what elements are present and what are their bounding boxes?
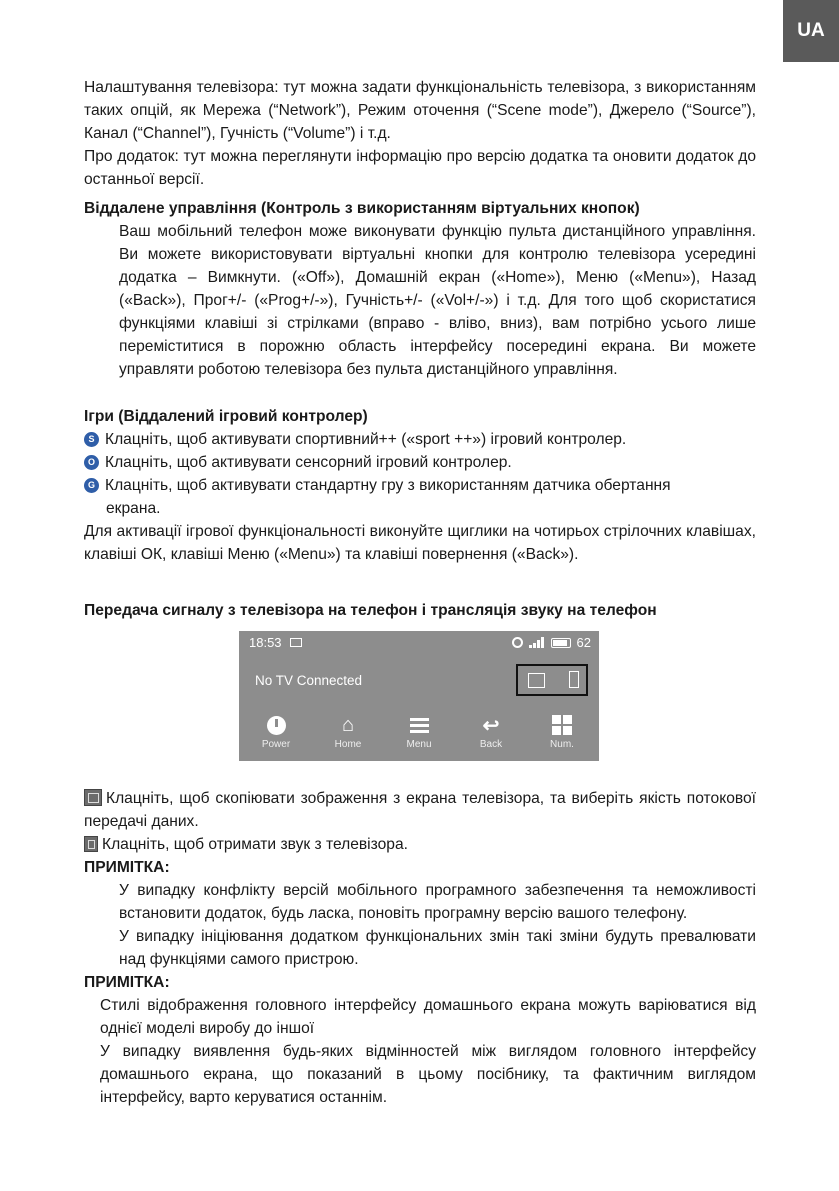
power-icon: [267, 716, 286, 735]
nav-num-button[interactable]: Num.: [532, 711, 592, 751]
sport-controller-icon: S: [84, 432, 99, 447]
mirror-screen-button[interactable]: [528, 673, 545, 688]
games-bullet-sport: S Клацніть, щоб активувати спортивний++ («sport ++») ігровий контролер.: [84, 428, 756, 451]
about-app-paragraph: Про додаток: тут можна переглянути інформацію про версію додатка та оновити додаток до останньої версії.: [84, 148, 756, 188]
back-icon: ↩: [482, 714, 500, 737]
numpad-icon: [552, 715, 572, 735]
cast-heading: Передача сигналу з телевізора на телефон і трансляція звуку на телефон: [84, 602, 657, 619]
page-content: [84, 76, 756, 622]
note2-text-b: У випадку виявлення будь-яких відмінностей між виглядом головного інтерфейсу домашнього екрана, що показаний в цьому посібнику, та фактичним виглядом інтерфейсу, варто керуватися останнім.: [100, 1043, 756, 1106]
touch-controller-icon: O: [84, 455, 99, 470]
lower-content: [84, 787, 756, 1109]
tv-settings-paragraph: Налаштування телевізора: тут можна задати функціональність телевізора, з використанням таких опцій, як Мережа (“Network”), Режим оточення (“Scene mode”), Джерело (“Source”), Канал (“Channel”), Гучність (“Volume”) і т.д.: [84, 79, 756, 142]
status-bar: [239, 631, 599, 653]
nav-power-button[interactable]: Power: [246, 711, 306, 751]
games-paragraph: Для активації ігрової функціональності виконуйте щиглики на чотирьох стрілочних клавішах, клавіші ОК, клавіші Меню («Menu») та клавіші повернення («Back»).: [84, 523, 756, 563]
gravity-text-line2: екрана.: [106, 500, 161, 517]
alarm-icon: [512, 637, 523, 648]
bottom-nav: [239, 711, 599, 761]
nav-back-button[interactable]: ↩ Back: [461, 711, 521, 751]
nav-home-button[interactable]: ⌂ Home: [318, 711, 378, 751]
games-bullet-gravity: [84, 474, 756, 497]
cast-controls: [516, 664, 588, 696]
games-bullet-touch: O Клацніть, щоб активувати сенсорний ігровий контролер.: [84, 451, 756, 474]
nav-menu-button[interactable]: Menu: [389, 711, 449, 751]
audio-cast-button[interactable]: [569, 671, 579, 688]
language-tab: UA: [783, 0, 839, 62]
note2-heading: ПРИМІТКА:: [84, 974, 170, 991]
gravity-sensor-icon: G: [84, 478, 99, 493]
phone-screenshot: [239, 631, 599, 761]
remote-control-heading: Віддалене управління (Контроль з використанням віртуальних кнопок): [84, 200, 640, 217]
audio-description: Клацніть, щоб отримати звук з телевізора.: [84, 833, 756, 856]
mirror-description: Клацніть, щоб скопіювати зображення з екрана телевізора, та виберіть якість потокової передачі даних.: [84, 790, 756, 830]
menu-icon: [410, 715, 429, 736]
note1-heading: ПРИМІТКА:: [84, 859, 170, 876]
gallery-icon: [290, 638, 302, 647]
mirror-screen-icon: [84, 789, 102, 806]
remote-control-paragraph: Ваш мобільний телефон може виконувати функцію пульта дистанційного управління. Ви можете використовувати віртуальні кнопки для контролю телевізора усередині додатка – Вимкнути. («Off»), Домашній екран («Home»), Меню («Menu»), Назад («Back»), Прог+/- («Prog+/-»), Гучність+/- («Vol+/-») і т.д. Для того щоб скористатися функціями клавіші зі стрілками (вправо - вліво, вниз), вам потрібно усього лише переміститися в порожню область інтерфейсу посередині екрана. Ви можете управляти роботою телевізора без пульта дистанційного управління.: [119, 223, 756, 378]
audio-cast-icon: [84, 836, 98, 852]
note1-text-b: У випадку ініціювання додатком функціональних змін такі зміни будуть превалювати над функціями самого пристрою.: [119, 928, 756, 968]
gravity-text-line1: Клацніть, щоб активувати стандартну гру з використанням датчика обертання: [105, 477, 671, 494]
status-time: 18:53: [249, 635, 282, 650]
connection-status: No TV Connected: [255, 673, 363, 688]
battery-icon: [551, 638, 571, 648]
signal-icon: [529, 637, 545, 648]
games-heading: Ігри (Віддалений ігровий контролер): [84, 408, 368, 425]
note2-text-a: Стилі відображення головного інтерфейсу домашнього екрана можуть варіюватися від однієї моделі виробу до іншої: [100, 997, 756, 1037]
home-icon: ⌂: [341, 713, 355, 736]
battery-level: 62: [576, 635, 591, 650]
note1-text-a: У випадку конфлікту версій мобільного програмного забезпечення та неможливості встановити додаток, будь ласка, поновіть програмну версію вашого телефону.: [119, 882, 756, 922]
